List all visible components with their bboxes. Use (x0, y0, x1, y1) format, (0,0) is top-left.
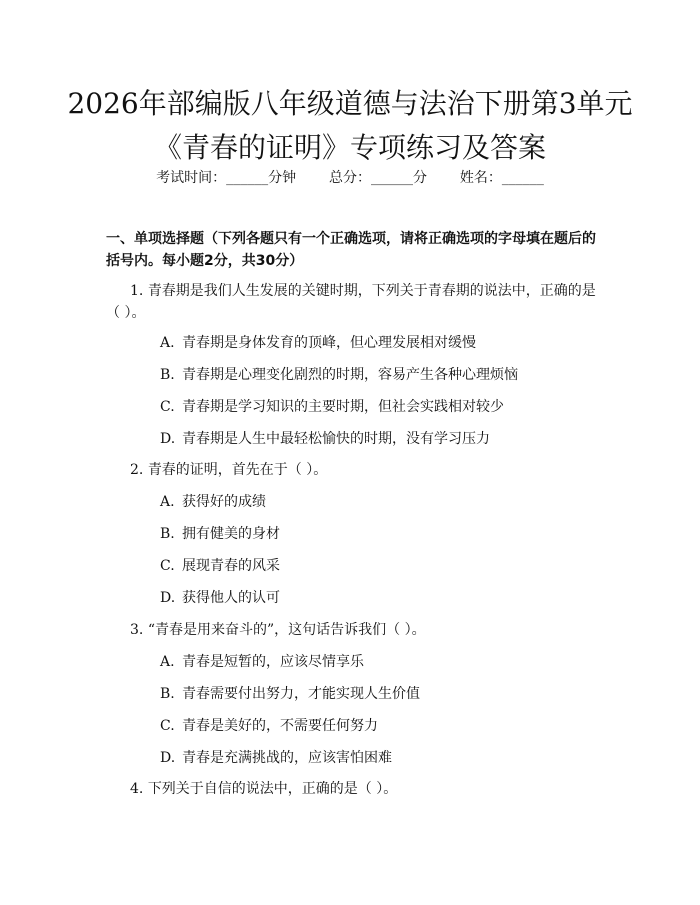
option-letter: B. (160, 526, 175, 542)
score-blank: ______ (371, 170, 413, 186)
option-letter: C. (160, 718, 175, 734)
option-letter: D. (160, 590, 176, 606)
question-number: 1. (130, 283, 144, 299)
question-text: 下列关于自信的说法中，正确的是（ ）。 (147, 781, 398, 797)
question-text: 青春的证明，首先在于（ ）。 (147, 462, 328, 478)
option-text: 青春是美好的，不需要任何努力 (182, 718, 378, 734)
option-letter: B. (160, 367, 175, 383)
question-3-option-b (160, 684, 600, 704)
question-number: 3. (130, 622, 144, 638)
option-text: 青春是短暂的，应该尽情享乐 (182, 654, 364, 670)
time-blank: ______ (226, 170, 269, 186)
option-letter: D. (160, 750, 176, 766)
question-2-option-c (160, 556, 600, 576)
question-2 (106, 459, 602, 481)
option-letter: A. (160, 654, 175, 670)
question-text: “青春是用来奋斗的”，这句话告诉我们（ ）。 (147, 622, 426, 638)
score-unit: 分 (413, 170, 427, 186)
document-title: 2026年部编版八年级道德与法治下册第3单元《青春的证明》专项练习及答案 (67, 87, 633, 164)
option-letter: C. (160, 558, 175, 574)
time-unit: 分钟 (268, 170, 297, 186)
option-text: 青春需要付出努力，才能实现人生价值 (182, 686, 420, 702)
option-text: 青春是充满挑战的，应该害怕困难 (182, 750, 392, 766)
question-2-option-d (160, 588, 600, 608)
question-1 (106, 280, 602, 324)
question-number: 2. (130, 462, 144, 478)
section-heading: 一、单项选择题（下列各题只有一个正确选项，请将正确选项的字母填在题后的括号内。每小题2分，共30分） (106, 231, 596, 269)
question-2-option-b (160, 524, 600, 544)
question-1-option-a (160, 333, 600, 353)
option-text: 获得好的成绩 (182, 494, 266, 510)
option-letter: D. (160, 431, 176, 447)
question-3-option-a (160, 652, 600, 672)
question-4 (106, 778, 602, 800)
option-text: 拥有健美的身材 (182, 526, 280, 542)
option-text: 青春期是学习知识的主要时期，但社会实践相对较少 (182, 399, 504, 415)
question-3-option-d (160, 748, 600, 768)
question-3-option-c (160, 716, 600, 736)
option-text: 青春期是心理变化剧烈的时期，容易产生各种心理烦恼 (182, 367, 518, 383)
option-text: 展现青春的风采 (182, 558, 280, 574)
question-2-option-a (160, 492, 600, 512)
score-label: 总分： (329, 170, 371, 186)
question-text: 青春期是我们人生发展的关键时期，下列关于青春期的说法中，正确的是（ ）。 (106, 283, 596, 321)
time-label: 考试时间： (156, 170, 227, 186)
option-letter: C. (160, 399, 175, 415)
name-label: 姓名： (459, 170, 502, 186)
question-1-option-b (160, 365, 600, 385)
option-text: 青春期是人生中最轻松愉快的时期，没有学习压力 (182, 431, 490, 447)
question-1-option-d (160, 429, 600, 449)
question-1-option-c (160, 397, 600, 417)
name-blank: ______ (501, 170, 544, 186)
option-letter: A. (160, 335, 175, 351)
option-letter: B. (160, 686, 175, 702)
option-text: 青春期是身体发育的顶峰，但心理发展相对缓慢 (182, 335, 476, 351)
question-number: 4. (130, 781, 144, 797)
option-letter: A. (160, 494, 175, 510)
question-3 (106, 619, 602, 641)
option-text: 获得他人的认可 (182, 590, 280, 606)
exam-info (0, 168, 700, 188)
